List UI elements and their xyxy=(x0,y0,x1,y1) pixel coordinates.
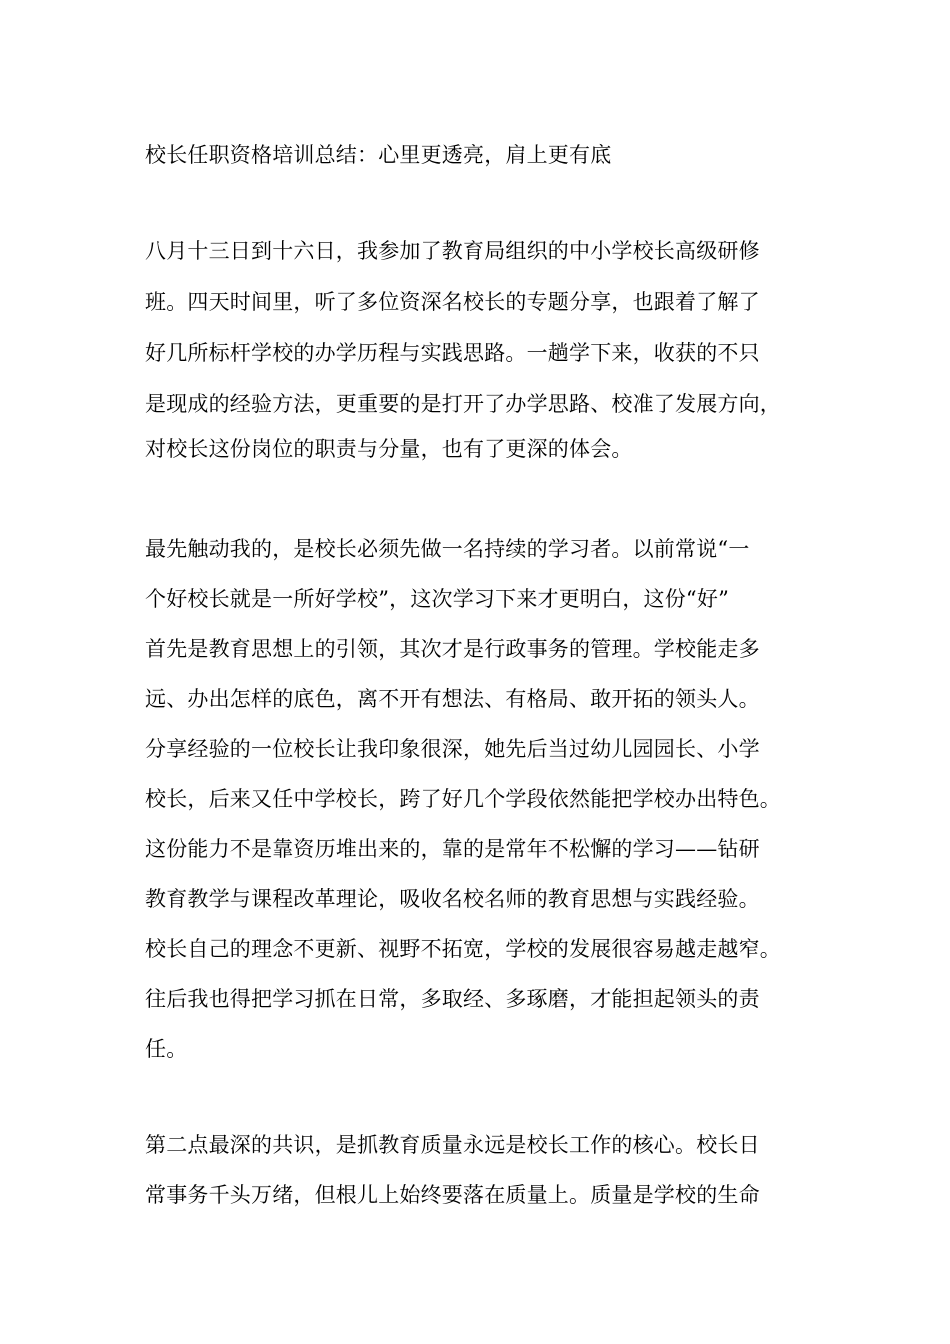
paragraph-1-line-4: 是现成的经验方法，更重要的是打开了办学思路、校准了发展方向， xyxy=(145,392,781,416)
paragraph-2-line-3: 首先是教育思想上的引领，其次才是行政事务的管理。学校能走多 xyxy=(145,637,760,661)
paragraph-2-line-4: 远、办出怎样的底色，离不开有想法、有格局、敢开拓的领头人。 xyxy=(145,687,760,711)
paragraph-2-line-1: 最先触动我的，是校长必须先做一名持续的学习者。以前常说“一 xyxy=(145,537,750,561)
paragraph-2-line-11: 任。 xyxy=(145,1037,188,1061)
paragraph-3-line-2: 常事务千头万绪，但根儿上始终要落在质量上。质量是学校的生命 xyxy=(145,1183,760,1207)
paragraph-1-line-2: 班。四天时间里，听了多位资深名校长的专题分享，也跟着了解了 xyxy=(145,290,760,314)
paragraph-2-line-7: 这份能力不是靠资历堆出来的，靠的是常年不松懈的学习——钻研 xyxy=(145,837,760,861)
paragraph-1-line-1: 八月十三日到十六日，我参加了教育局组织的中小学校长高级研修 xyxy=(145,239,760,263)
paragraph-2-line-2: 个好校长就是一所好学校”，这次学习下来才更明白，这份“好” xyxy=(145,587,730,611)
document-title: 校长任职资格培训总结：心里更透亮，肩上更有底 xyxy=(145,143,612,167)
paragraph-2-line-8: 教育教学与课程改革理论，吸收名校名师的教育思想与实践经验。 xyxy=(145,887,760,911)
paragraph-2-line-10: 往后我也得把学习抓在日常，多取经、多琢磨，才能担起领头的责 xyxy=(145,987,760,1011)
paragraph-2-line-6: 校长，后来又任中学校长，跨了好几个学段依然能把学校办出特色。 xyxy=(145,787,781,811)
paragraph-2-line-5: 分享经验的一位校长让我印象很深，她先后当过幼儿园园长、小学 xyxy=(145,737,760,761)
paragraph-2-line-9: 校长自己的理念不更新、视野不拓宽，学校的发展很容易越走越窄。 xyxy=(145,937,781,961)
paragraph-1-line-3: 好几所标杆学校的办学历程与实践思路。一趟学下来，收获的不只 xyxy=(145,341,760,365)
paragraph-3-line-1: 第二点最深的共识，是抓教育质量永远是校长工作的核心。校长日 xyxy=(145,1133,760,1157)
paragraph-1-line-5: 对校长这份岗位的职责与分量，也有了更深的体会。 xyxy=(145,437,633,461)
